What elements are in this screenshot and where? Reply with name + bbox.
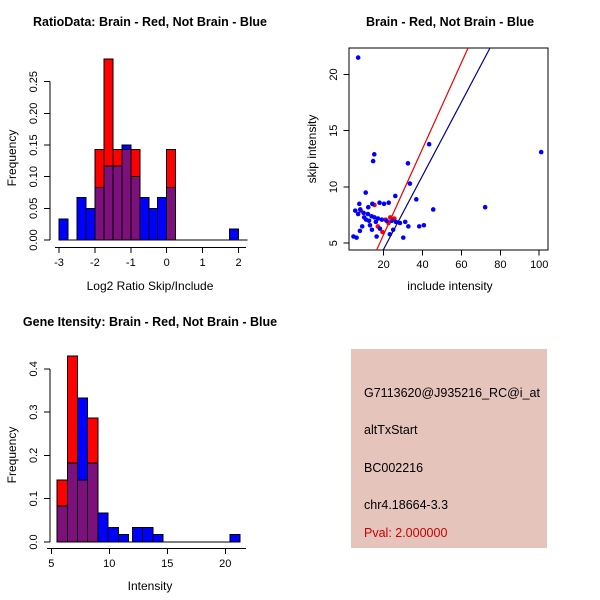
overlap-bar [131,177,140,240]
svg-text:-2: -2 [90,257,100,269]
red-bar-cap [113,149,122,165]
svg-text:20: 20 [219,558,232,570]
blue-bar [108,528,118,542]
red-bar-cap [167,149,176,187]
red-bar-cap [88,418,98,463]
not-brain-points [351,55,543,240]
blue-point [368,223,373,228]
overlap-bar [67,463,77,542]
overlap-bar [122,149,131,240]
scatter-title: Brain - Red, Not Brain - Blue [365,15,535,29]
blue-point [361,211,366,216]
overlap-bar [57,506,67,542]
overlap-bar [104,166,113,240]
blue-point [403,220,408,225]
blue-point [393,194,398,199]
blue-point [406,161,411,166]
blue-point [384,218,389,223]
gene-hist-title: Gene Itensity: Brain - Red, Not Brain - Blue [22,315,278,329]
histogram-bars [59,59,239,240]
locus-text: chr4.18664-3.3 [364,498,449,512]
blue-point [363,190,368,195]
ratio_histogram-group [28,59,247,269]
blue-bar [86,208,95,240]
svg-text:80: 80 [494,259,507,271]
svg-text:15: 15 [328,124,340,137]
blue-point [422,223,427,228]
blue-point [357,202,362,207]
svg-text:2: 2 [235,257,242,269]
blue-point [408,181,413,186]
overlap-bar [167,187,176,240]
svg-text:0.3: 0.3 [28,404,40,420]
blue-point [367,218,372,223]
y-axis [28,71,50,251]
svg-text:60: 60 [455,259,468,271]
ratio-hist-title: RatioData: Brain - Red, Not Brain - Blue [32,15,268,29]
blue-point [378,226,383,231]
blue-point [371,159,376,164]
svg-text:0.00: 0.00 [28,229,40,251]
brain-fit-line [377,48,468,250]
svg-text:0.20: 0.20 [28,102,40,125]
blue-bar [118,535,128,542]
blue-point [356,212,361,217]
blue-bar [230,535,240,542]
blue-point [401,235,406,240]
svg-text:1: 1 [199,257,206,269]
svg-text:0.05: 0.05 [28,197,40,220]
svg-text:40: 40 [416,259,429,271]
histogram-bars [57,356,240,542]
svg-text:100: 100 [530,259,549,271]
blue-point [356,55,361,60]
intensity-scatter-plot [300,0,600,300]
svg-text:0.15: 0.15 [28,134,40,156]
info-box [351,349,547,548]
svg-text:0.2: 0.2 [28,447,40,464]
overlap-bar [113,166,122,240]
blue-point [417,224,422,229]
blue-bar-cap [122,145,131,149]
scatter-axes [328,68,548,271]
blue-point [406,224,411,229]
svg-text:20: 20 [328,68,340,81]
svg-text:10: 10 [328,180,340,194]
red-bar-cap [104,59,113,166]
accession-text: BC002216 [364,461,424,475]
red-bar-cap [95,149,104,187]
ratio-hist-ylabel: Frequency [5,129,19,187]
overlap-bar [88,463,98,542]
blue-bar [140,198,149,240]
svg-text:-1: -1 [125,257,136,269]
y-axis [28,361,50,549]
blue-point [358,229,363,234]
blue-point [380,217,385,222]
blue-point [539,150,544,155]
scatter-group [328,48,548,271]
gene-intensity-histogram-plot [0,300,300,600]
svg-text:15: 15 [161,558,174,570]
overlap-bar [78,480,88,542]
scatter-ylabel: skip intensity [305,114,319,184]
blue-bar [77,198,86,240]
x-axis [54,248,246,270]
blue-bar [143,528,153,542]
red-bar-cap [57,480,67,506]
pval-text: Pval: 2.000000 [364,526,448,540]
blue-bar [133,528,143,542]
blue-bar [59,219,68,240]
blue-bar [158,198,167,240]
ratio-hist-xlabel: Log2 Ratio Skip/Include [86,279,214,293]
blue-point [354,235,359,240]
probe-id-text: G7113620@J935216_RC@i_at [364,386,540,400]
blue-point [382,202,387,207]
blue-point [362,215,367,220]
gene-hist-xlabel: Intensity [127,579,173,593]
svg-text:0: 0 [163,257,170,269]
svg-text:0.4: 0.4 [28,361,40,377]
blue-bar [153,535,163,542]
blue-point [431,207,436,212]
svg-text:0.0: 0.0 [28,534,40,550]
overlap-bar [95,187,104,240]
not-brain-fit-line [383,48,490,250]
blue-point [370,227,375,232]
svg-text:10: 10 [103,558,116,570]
gene_intensity_histogram-group [28,356,246,570]
blue-point [360,224,365,229]
blue-point [358,207,363,212]
ratio-histogram-plot [0,0,300,300]
blue-bar [149,208,158,240]
scatter-xlabel: include intensity [407,279,493,293]
blue-bar [98,513,108,542]
svg-text:0.10: 0.10 [28,165,40,188]
blue-point [370,202,375,207]
red-bar-cap [131,149,140,176]
svg-text:0.1: 0.1 [28,491,40,507]
svg-text:5: 5 [48,558,55,570]
blue-point [414,197,419,202]
blue-point [374,234,379,239]
blue-point [372,152,377,157]
svg-text:0.25: 0.25 [28,70,40,93]
gene-hist-ylabel: Frequency [5,426,19,484]
svg-text:-3: -3 [54,257,64,269]
blue-point [483,205,488,210]
event-type-text: altTxStart [364,423,418,437]
blue-point [427,142,432,147]
svg-text:20: 20 [377,259,390,271]
svg-text:5: 5 [328,240,340,247]
blue-point [386,200,391,205]
blue-point [377,200,382,205]
blue-bar-cap [78,398,88,480]
red-bar-cap [67,356,77,463]
blue-point [374,220,379,225]
blue-point [366,205,371,210]
blue-bar [230,229,239,240]
x-axis [47,549,246,571]
